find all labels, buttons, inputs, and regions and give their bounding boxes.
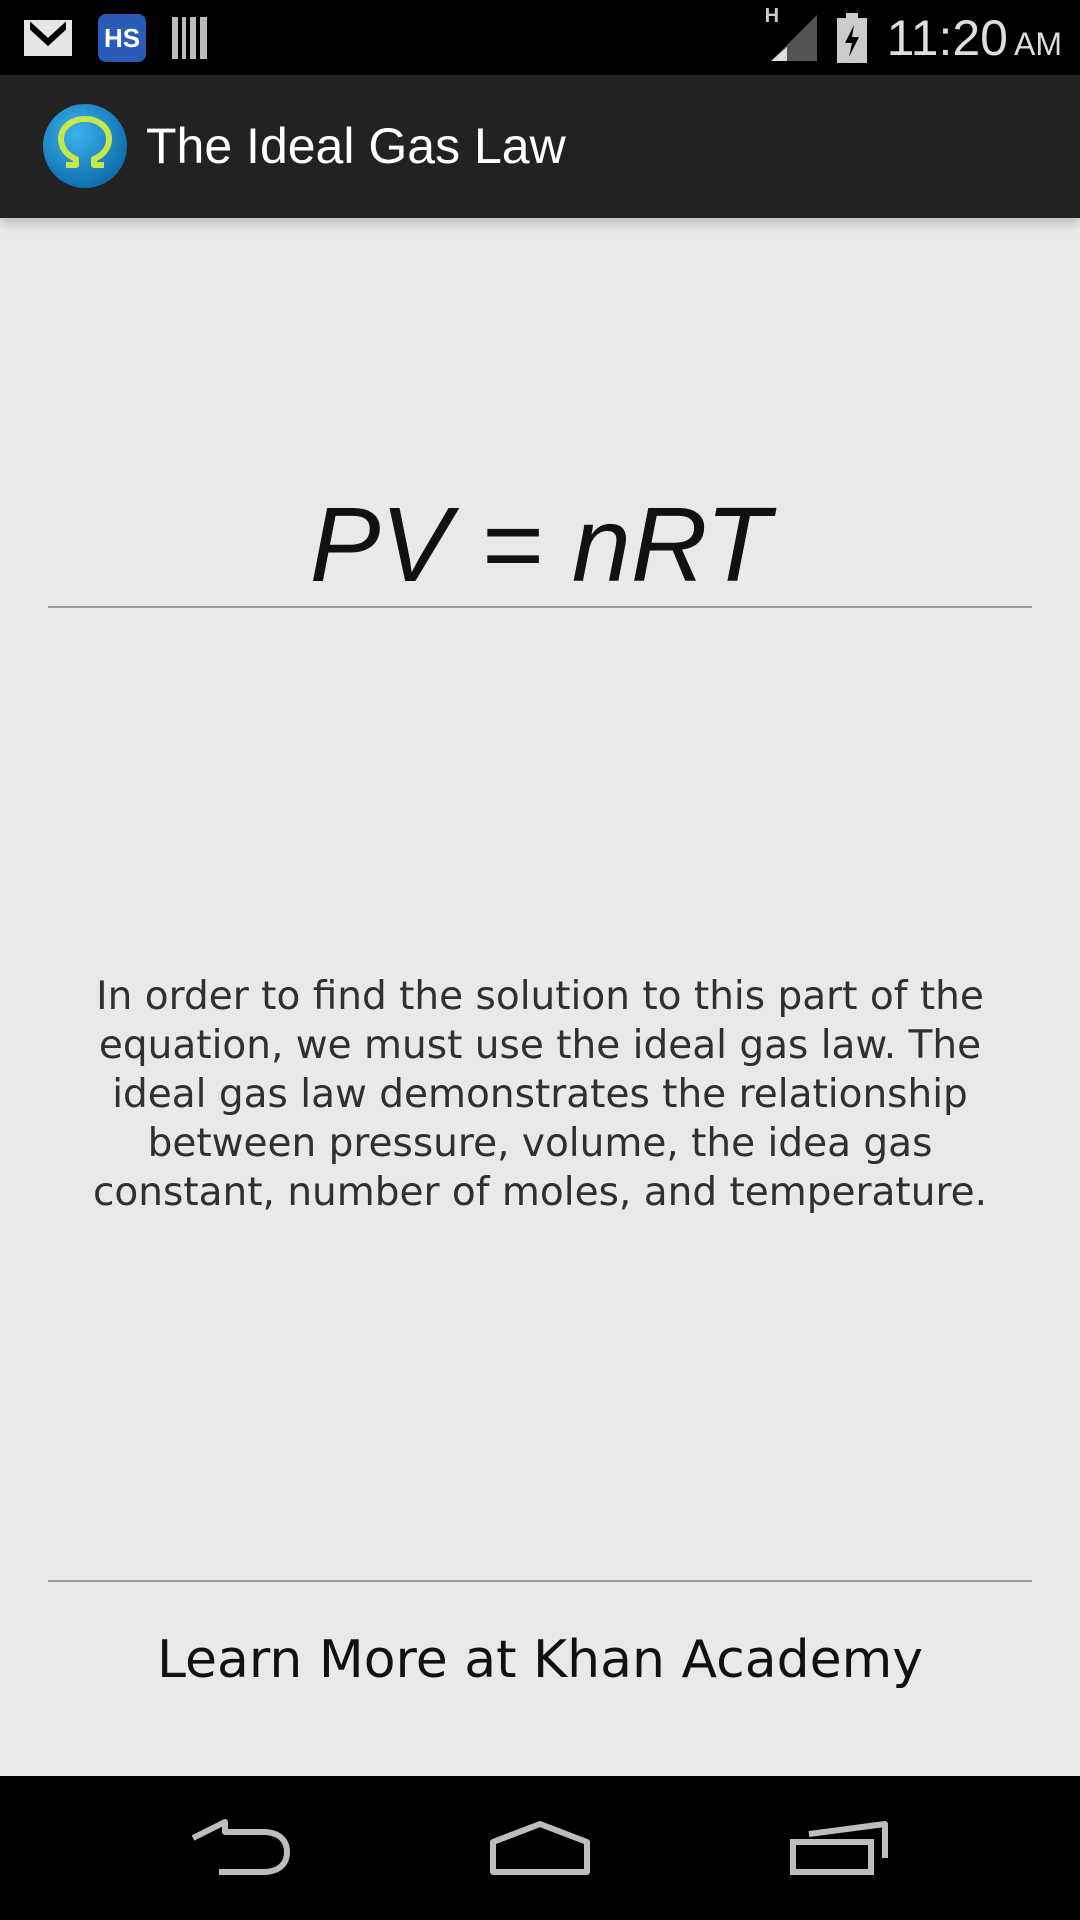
notification-icons — [22, 10, 234, 66]
divider — [48, 606, 1032, 608]
learn-more-link[interactable]: Learn More at Khan Academy — [156, 1630, 924, 1690]
divider — [48, 1580, 1032, 1582]
description-text: In order to find the solution to this part of the equation, we must use the ideal gas law. The ideal gas law demonstrates the relationship between pressure, volume, the idea gas constant, number of moles, and temperature. — [92, 974, 988, 1215]
clock-time: 11:20 — [886, 9, 1008, 66]
system-status — [764, 0, 1062, 75]
action-bar — [0, 75, 1080, 218]
equation-text: PV = nRT — [309, 486, 771, 604]
omega-icon[interactable] — [42, 103, 128, 189]
barcode-icon — [170, 15, 210, 61]
status-bar — [0, 0, 1080, 75]
page-title: The Ideal Gas Law — [146, 118, 566, 174]
gmail-icon — [22, 18, 74, 58]
network-type-label: H — [764, 4, 780, 27]
battery-charging-icon — [837, 13, 867, 63]
clock — [887, 9, 1062, 67]
recents-icon[interactable] — [780, 1812, 900, 1884]
hs-app-icon: HS — [98, 14, 146, 62]
navigation-bar — [0, 1776, 1080, 1920]
home-icon[interactable] — [480, 1812, 600, 1884]
back-icon[interactable] — [180, 1812, 300, 1884]
signal-icon — [764, 4, 819, 63]
clock-ampm: AM — [1014, 25, 1062, 62]
